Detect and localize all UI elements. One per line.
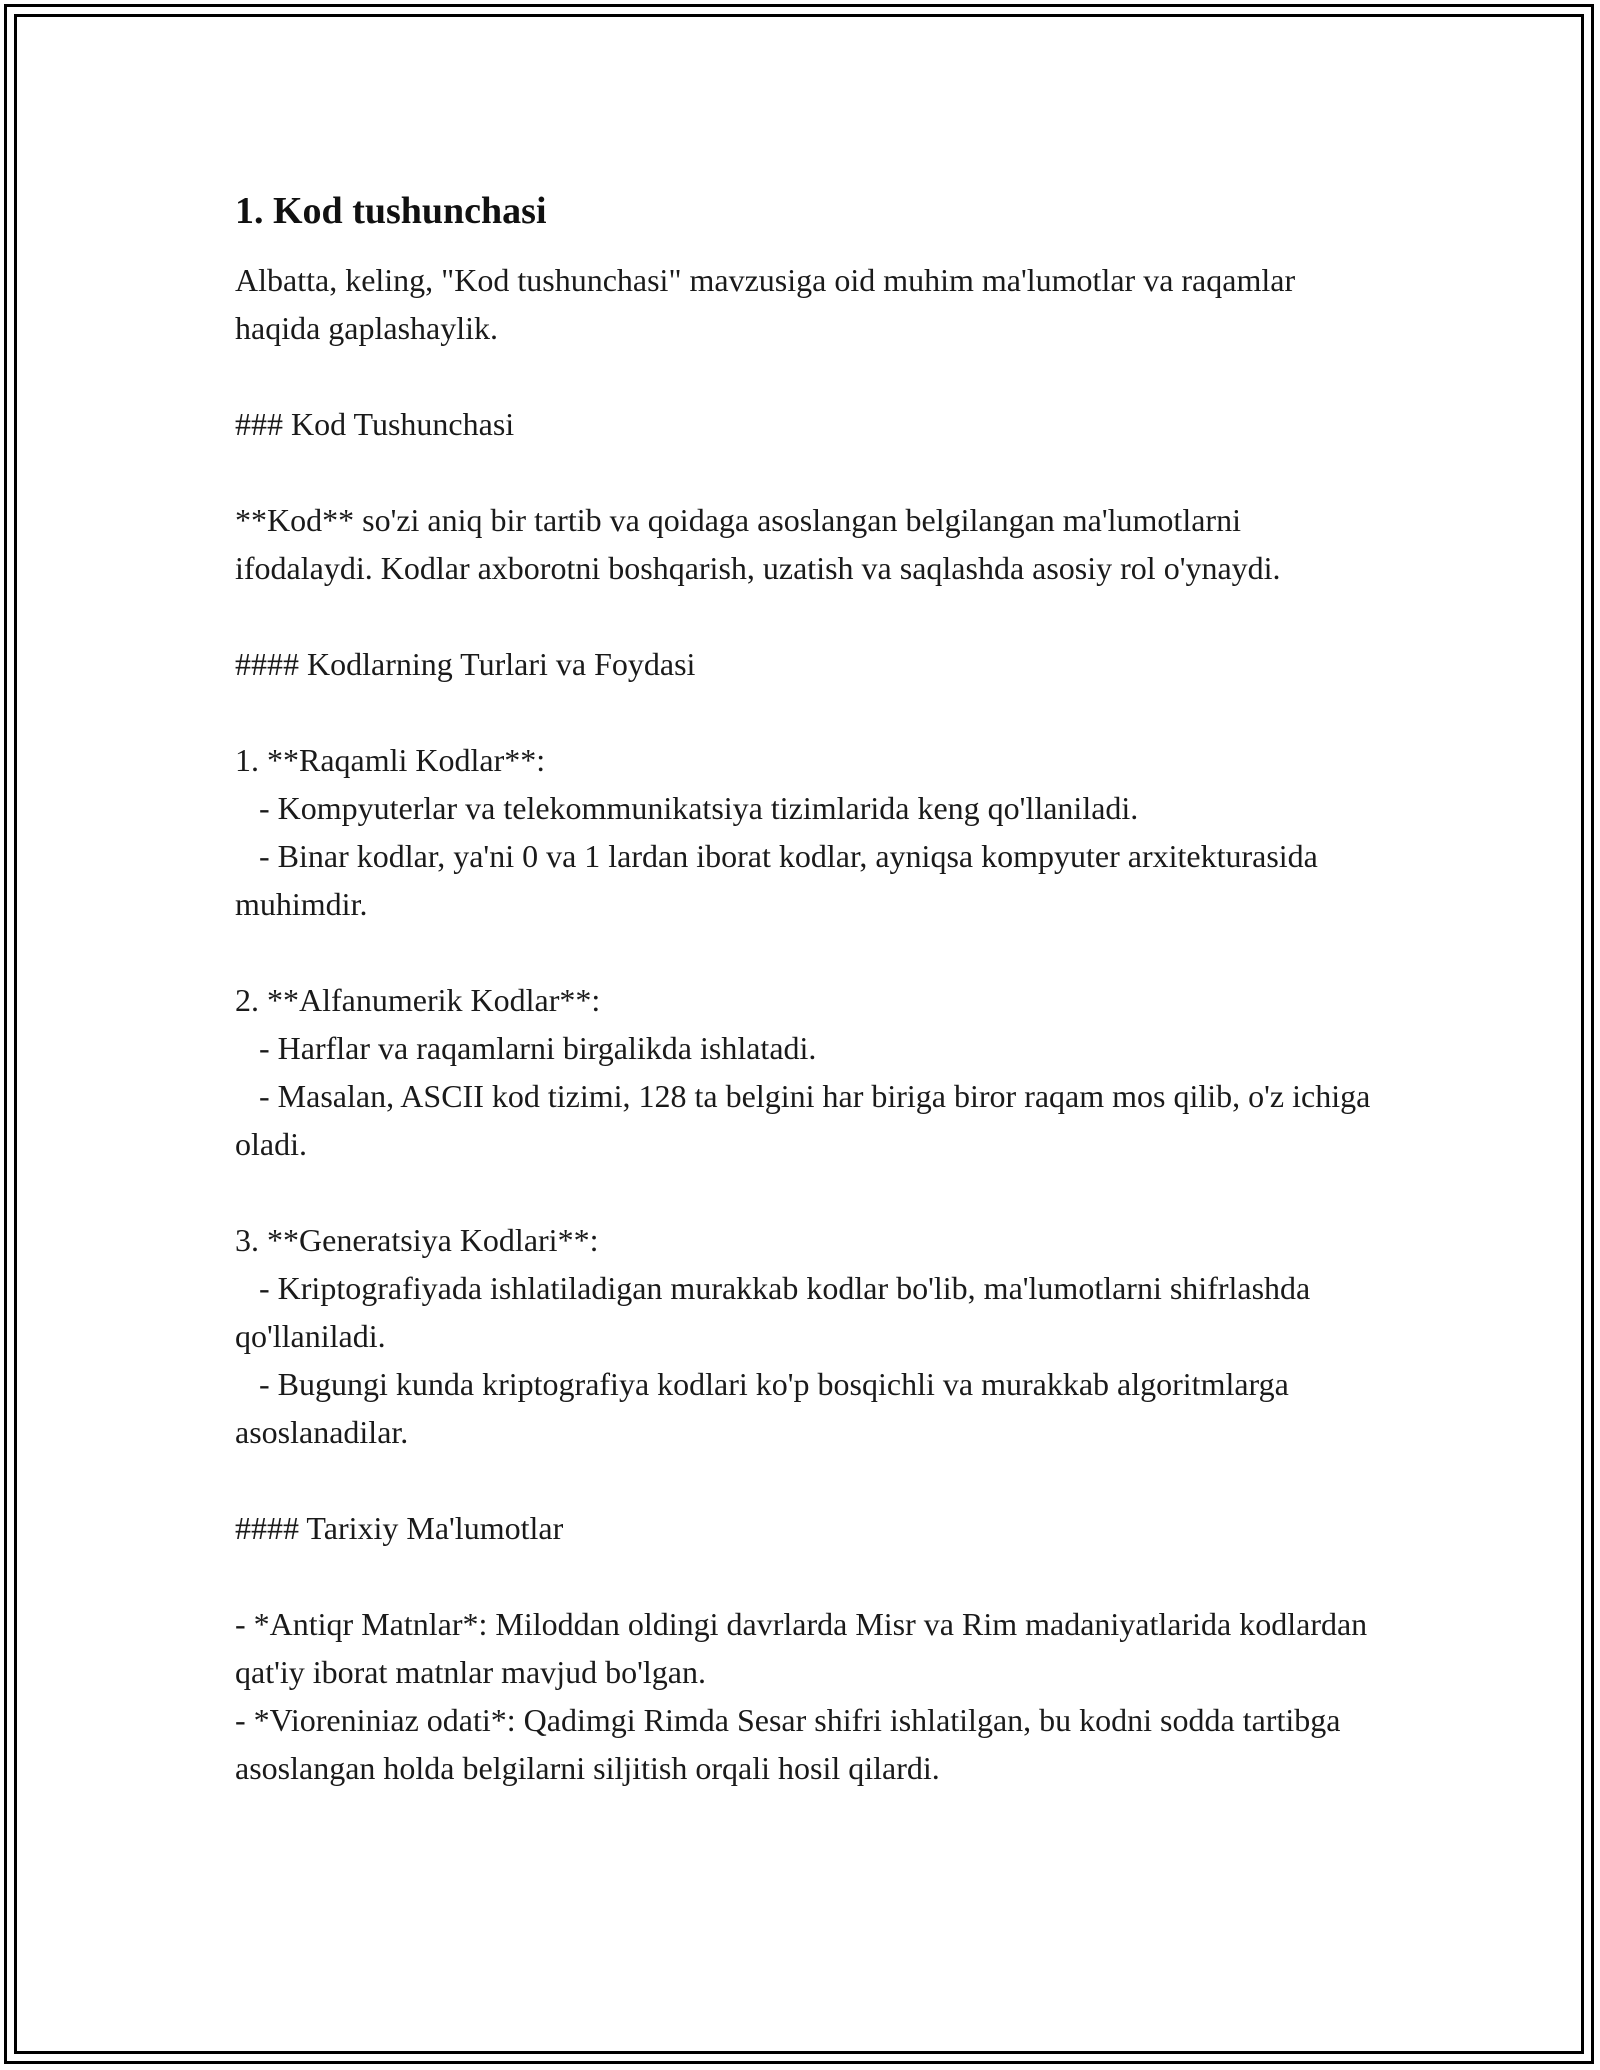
definition-paragraph: **Kod** so'zi aniq bir tartib va qoidaga asoslangan belgilangan ma'lumotlarni ifodalaydi. Kodlar axborotni boshqarish, uzatish va saqlashda asosiy rol o'ynaydi.	[235, 502, 1281, 586]
spacer	[235, 1456, 1385, 1504]
list-subitem: - Masalan, ASCII kod tizimi, 128 ta belgini har biriga biror raqam mos qilib, o'z ichiga oladi.	[235, 1078, 1379, 1162]
spacer	[235, 352, 1385, 400]
spacer	[235, 1552, 1385, 1600]
spacer	[235, 688, 1385, 736]
history-item: - *Antiqr Matnlar*: Miloddan oldingi davrlarda Misr va Rim madaniyatlarida kodlardan qat'iy iborat matnlar mavjud bo'lgan.	[235, 1606, 1376, 1690]
spacer	[235, 448, 1385, 496]
document-body	[235, 186, 1385, 1792]
spacer	[235, 592, 1385, 640]
list-subitem: - Harflar va raqamlarni birgalikda ishlatadi.	[235, 1030, 817, 1066]
document-title: 1. Kod tushunchasi	[235, 190, 547, 232]
list-subitem: - Kriptografiyada ishlatiladigan murakkab kodlar bo'lib, ma'lumotlarni shifrlashda qo'llaniladi.	[235, 1270, 1319, 1354]
list-subitem: - Kompyuterlar va telekommunikatsiya tizimlarida keng qo'llaniladi.	[235, 790, 1139, 826]
list-item-alphanumeric-codes: 2. **Alfanumerik Kodlar**:	[235, 982, 601, 1018]
list-subitem: - Bugungi kunda kriptografiya kodlari ko'p bosqichli va murakkab algoritmlarga asoslanadilar.	[235, 1366, 1297, 1450]
list-item-digital-codes: 1. **Raqamli Kodlar**:	[235, 742, 546, 778]
list-subitem: - Binar kodlar, ya'ni 0 va 1 lardan iborat kodlar, ayniqsa kompyuter arxitekturasida muhimdir.	[235, 838, 1326, 922]
list-item-generation-codes: 3. **Generatsiya Kodlari**:	[235, 1222, 599, 1258]
subsection-heading-history: #### Tarixiy Ma'lumotlar	[235, 1510, 564, 1546]
subsection-heading-types: #### Kodlarning Turlari va Foydasi	[235, 646, 696, 682]
intro-paragraph: Albatta, keling, "Kod tushunchasi" mavzusiga oid muhim ma'lumotlar va raqamlar haqida gaplashaylik.	[235, 262, 1304, 346]
history-item: - *Viorenіniaz odati*: Qadimgi Rimda Sesar shifri ishlatilgan, bu kodni sodda tartibga asoslangan holda belgilarni siljitish orqali hosil qilardi.	[235, 1702, 1349, 1786]
spacer	[235, 928, 1385, 976]
section-heading: ### Kod Tushunchasi	[235, 406, 515, 442]
spacer	[235, 1168, 1385, 1216]
